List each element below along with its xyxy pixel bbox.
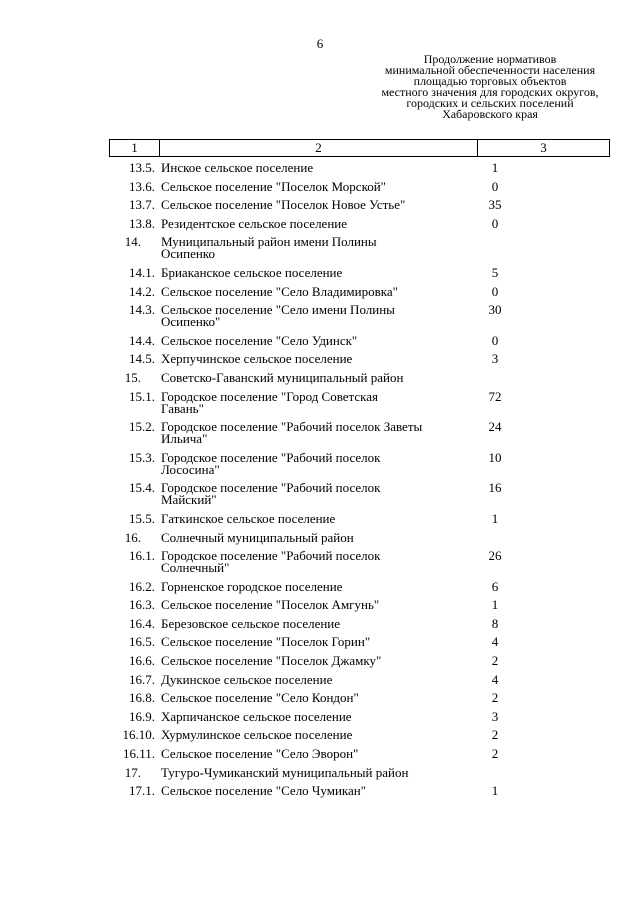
row-value: 2 xyxy=(491,690,499,706)
row-name: Сельское поселение "Село Эворон" xyxy=(161,746,359,762)
row-value: 1 xyxy=(491,597,499,613)
table-row xyxy=(109,599,610,611)
row-number: 13.5. xyxy=(129,160,155,175)
row-number: 16.10. xyxy=(122,727,155,743)
row-number: 17.1. xyxy=(129,783,155,799)
table-row xyxy=(109,729,610,741)
row-value: 35 xyxy=(488,197,502,213)
row-name: Городское поселение "Рабочий поселок Майский" xyxy=(161,480,381,508)
row-name: Сельское поселение "Поселок Джамку" xyxy=(161,653,382,669)
row-value: 0 xyxy=(491,283,499,299)
row-value: 3 xyxy=(491,708,499,724)
row-name: Городское поселение "Рабочий поселок Лососина" xyxy=(161,449,381,477)
row-number: 16.4. xyxy=(129,615,155,631)
row-name: Резидентское сельское поселение xyxy=(161,215,348,231)
table-row xyxy=(109,510,610,526)
table-row xyxy=(109,550,610,574)
row-number: 14.4. xyxy=(129,332,155,348)
row-number: 15.3. xyxy=(129,449,155,465)
row-name: Сельское поселение "Село Чумикан" xyxy=(161,783,367,799)
row-number: 15.5. xyxy=(129,510,155,526)
row-value: 72 xyxy=(488,388,502,404)
row-name: Горненское городское поселение xyxy=(161,578,343,594)
row-value: 8 xyxy=(491,615,499,631)
row-name: Бриаканское сельское поселение xyxy=(161,264,343,280)
row-value xyxy=(435,767,555,779)
row-name: Сельское поселение "Село Владимировка" xyxy=(161,283,398,299)
row-value: 4 xyxy=(491,634,499,650)
table-row xyxy=(109,353,610,365)
row-name: Сельское поселение "Село имени Полины Осипенко" xyxy=(161,302,395,330)
row-value xyxy=(435,372,555,384)
row-number: 14.3. xyxy=(129,302,155,318)
header-note-line: площадью торговых объектов xyxy=(413,74,567,88)
table-row xyxy=(109,178,610,194)
table-row xyxy=(109,671,610,687)
row-name: Городское поселение "Город Советская Гавань" xyxy=(161,388,379,416)
row-value: 1 xyxy=(491,783,499,799)
row-number: 15. xyxy=(124,369,141,385)
table-row xyxy=(109,578,610,594)
row-value: 2 xyxy=(491,653,499,669)
row-name: Сельское поселение "Поселок Новое Устье" xyxy=(161,197,406,213)
row-name: Хурмулинское сельское поселение xyxy=(161,727,353,743)
header-note-line: местного значения для городских округов, xyxy=(381,85,599,99)
column-header-3: 3 xyxy=(540,140,547,155)
row-name: Гаткинское сельское поселение xyxy=(161,510,336,526)
header-note-line: городских и сельских поселений xyxy=(406,96,574,110)
row-value: 1 xyxy=(491,160,499,175)
row-value: 2 xyxy=(491,727,499,743)
row-value: 2 xyxy=(491,746,499,762)
row-value: 26 xyxy=(488,548,502,564)
row-number: 16.6. xyxy=(129,653,155,669)
row-number: 17. xyxy=(124,764,141,780)
row-number: 15.1. xyxy=(129,388,155,404)
table-row xyxy=(109,332,610,348)
row-value: 0 xyxy=(491,178,499,194)
column-header-row xyxy=(109,139,610,157)
row-name: Сельское поселение "Село Удинск" xyxy=(161,332,358,348)
table-row xyxy=(109,636,610,648)
row-name: Сельское поселение "Поселок Горин" xyxy=(161,634,371,650)
row-number: 14.5. xyxy=(129,351,155,367)
row-name: Городское поселение "Рабочий поселок Заветы Ильича" xyxy=(161,419,423,447)
row-value: 0 xyxy=(491,215,499,231)
table-row xyxy=(109,236,610,260)
table-row xyxy=(109,615,610,631)
table-row xyxy=(109,264,610,280)
row-value xyxy=(435,532,555,544)
row-value: 5 xyxy=(491,264,499,280)
row-value: 3 xyxy=(491,351,499,367)
table-row xyxy=(109,215,610,231)
header-note-line: минимальной обеспеченности населения xyxy=(384,63,596,77)
table-row xyxy=(109,388,610,416)
page-number: 6 xyxy=(316,36,324,51)
header-note xyxy=(340,54,640,120)
row-number: 16.9. xyxy=(129,708,155,724)
row-name: Тугуро-Чумиканский муниципальный район xyxy=(161,764,409,780)
table-row xyxy=(109,692,610,704)
row-value: 1 xyxy=(491,510,499,526)
table-row xyxy=(109,199,610,211)
table-row xyxy=(109,529,610,545)
row-number: 13.6. xyxy=(129,178,155,194)
column-header-1: 1 xyxy=(110,140,160,156)
row-value: 10 xyxy=(488,449,502,465)
table-row xyxy=(109,655,610,667)
row-value: 24 xyxy=(488,419,502,435)
row-value: 0 xyxy=(491,332,499,348)
row-name: Солнечный муниципальный район xyxy=(161,529,354,545)
table-row xyxy=(109,785,610,797)
row-name: Херпучинское сельское поселение xyxy=(161,351,353,367)
row-name: Харпичанское сельское поселение xyxy=(161,708,352,724)
row-name: Городское поселение "Рабочий поселок Солнечный" xyxy=(161,548,381,576)
row-name: Муниципальный район имени Полины Осипенко xyxy=(161,234,377,262)
table-row xyxy=(109,421,610,445)
row-number: 16. xyxy=(124,529,141,545)
row-number: 16.8. xyxy=(129,690,155,706)
row-value: 16 xyxy=(488,480,502,496)
row-number: 16.7. xyxy=(129,671,155,687)
table-row xyxy=(109,708,610,724)
row-value: 4 xyxy=(491,671,499,687)
row-number: 16.11. xyxy=(122,746,155,762)
row-number: 13.7. xyxy=(129,197,155,213)
row-number: 16.5. xyxy=(129,634,155,650)
row-number: 16.3. xyxy=(129,597,155,613)
row-name: Дукинское сельское поселение xyxy=(161,671,333,687)
column-header-2: 2 xyxy=(160,140,478,156)
row-value xyxy=(435,236,555,260)
row-number: 15.2. xyxy=(129,419,155,435)
table-row xyxy=(109,162,610,174)
row-number: 13.8. xyxy=(129,215,155,231)
row-number: 15.4. xyxy=(129,480,155,496)
row-value: 6 xyxy=(491,578,499,594)
table-row xyxy=(109,748,610,760)
row-name: Сельское поселение "Село Кондон" xyxy=(161,690,359,706)
table-row xyxy=(109,369,610,385)
table-row xyxy=(109,283,610,299)
row-number: 16.2. xyxy=(129,578,155,594)
table-row xyxy=(109,304,610,328)
row-name: Березовское сельское поселение xyxy=(161,615,341,631)
row-number: 14.1. xyxy=(129,264,155,280)
table-row xyxy=(109,482,610,506)
row-name: Советско-Гаванский муниципальный район xyxy=(161,369,404,385)
norms-table xyxy=(109,162,610,804)
row-value: 30 xyxy=(488,302,502,318)
table-row xyxy=(109,449,610,477)
row-number: 14. xyxy=(124,234,141,250)
header-note-line: Хабаровского края xyxy=(442,107,538,121)
row-name: Сельское поселение "Поселок Морской" xyxy=(161,178,386,194)
row-number: 14.2. xyxy=(129,283,155,299)
table-row xyxy=(109,764,610,780)
row-name: Сельское поселение "Поселок Амгунь" xyxy=(161,597,380,613)
header-note-line: Продолжение нормативов xyxy=(423,52,557,66)
row-number: 16.1. xyxy=(129,548,155,564)
row-name: Инское сельское поселение xyxy=(161,160,314,175)
